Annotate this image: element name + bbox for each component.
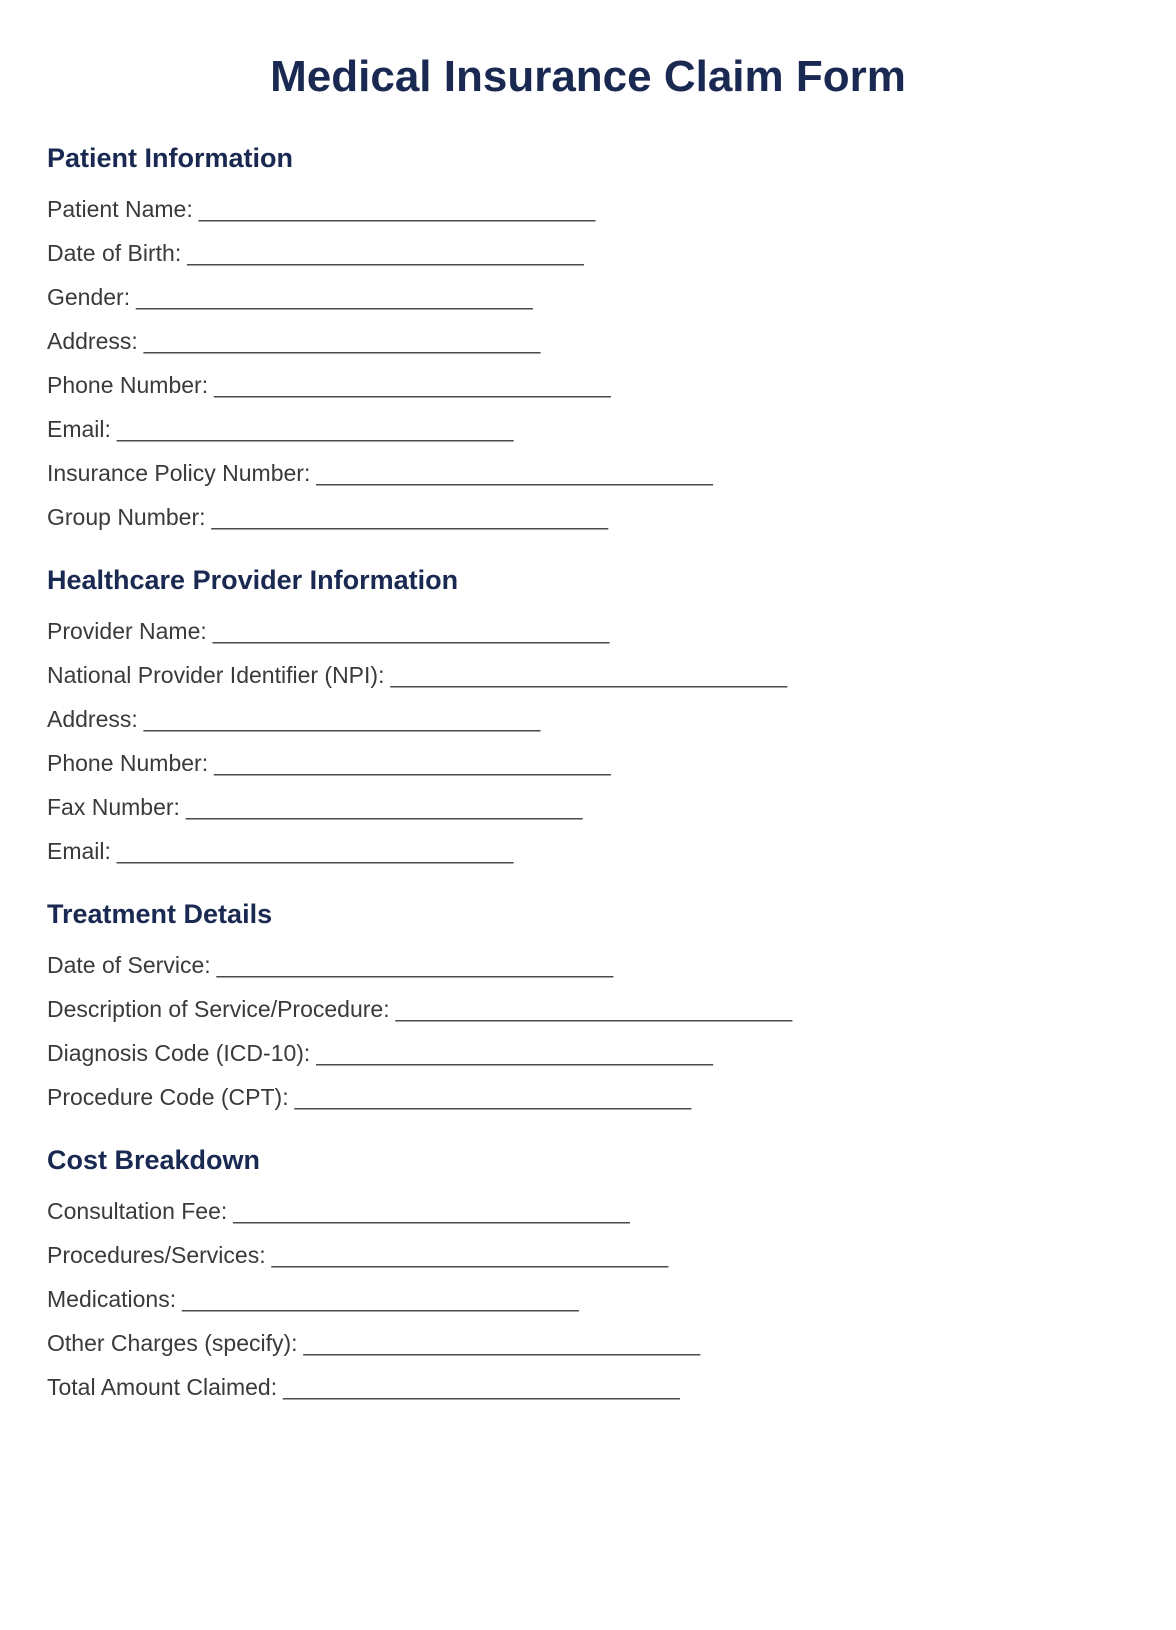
field-blank-phone-number[interactable]: _______________________________ [214,750,611,776]
field-national-provider-identifier-npi [47,662,1129,688]
field-label-national-provider-identifier-npi: National Provider Identifier (NPI): [47,662,385,688]
field-label-fax-number: Fax Number: [47,794,180,820]
field-blank-fax-number[interactable]: _______________________________ [185,794,583,820]
field-blank-medications[interactable]: _______________________________ [182,1286,579,1312]
field-blank-email[interactable]: _______________________________ [116,838,514,864]
field-label-other-charges-specify: Other Charges (specify): [47,1330,298,1356]
field-email [47,838,1129,864]
field-fax-number [47,794,1129,820]
field-blank-address[interactable]: _______________________________ [143,706,541,732]
field-date-of-service [47,952,1129,978]
field-patient-name [47,196,1129,222]
field-blank-procedures-services[interactable]: _______________________________ [271,1242,669,1268]
field-description-of-service-procedure [47,996,1129,1022]
page-title: Medical Insurance Claim Form [270,52,906,101]
field-blank-total-amount-claimed[interactable]: _______________________________ [283,1374,680,1400]
field-blank-gender[interactable]: _______________________________ [136,284,533,310]
field-label-address: Address: [47,328,138,354]
section-heading-healthcare-provider-information: Healthcare Provider Information [47,565,459,595]
field-label-gender: Gender: [47,284,131,310]
field-medications [47,1286,1129,1312]
field-blank-phone-number[interactable]: _______________________________ [214,372,611,398]
field-label-procedure-code-cpt: Procedure Code (CPT): [47,1084,289,1110]
field-gender [47,284,1129,310]
field-blank-provider-name[interactable]: _______________________________ [212,618,610,644]
section-fields [47,618,1129,864]
field-blank-procedure-code-cpt[interactable]: _______________________________ [294,1084,692,1110]
section-healthcare-provider-information [47,564,1129,864]
field-label-address: Address: [47,706,138,732]
field-insurance-policy-number [47,460,1129,486]
field-address [47,706,1129,732]
field-address [47,328,1129,354]
field-label-group-number: Group Number: [47,504,206,530]
field-diagnosis-code-icd-10 [47,1040,1129,1066]
field-blank-diagnosis-code-icd-10[interactable]: _______________________________ [316,1040,713,1066]
field-label-insurance-policy-number: Insurance Policy Number: [47,460,311,486]
field-label-email: Email: [47,416,111,442]
field-label-procedures-services: Procedures/Services: [47,1242,266,1268]
section-cost-breakdown [47,1144,1129,1400]
field-label-provider-name: Provider Name: [47,618,207,644]
field-label-description-of-service-procedure: Description of Service/Procedure: [47,996,390,1022]
field-blank-description-of-service-procedure[interactable]: _______________________________ [395,996,793,1022]
field-blank-national-provider-identifier-npi[interactable]: _______________________________ [390,662,788,688]
field-label-diagnosis-code-icd-10: Diagnosis Code (ICD-10): [47,1040,311,1066]
field-total-amount-claimed [47,1374,1129,1400]
field-label-consultation-fee: Consultation Fee: [47,1198,228,1224]
field-blank-consultation-fee[interactable]: _______________________________ [233,1198,630,1224]
field-procedures-services [47,1242,1129,1268]
field-procedure-code-cpt [47,1084,1129,1110]
section-heading-patient-information: Patient Information [47,143,294,173]
field-label-email: Email: [47,838,111,864]
field-consultation-fee [47,1198,1129,1224]
field-label-total-amount-claimed: Total Amount Claimed: [47,1374,278,1400]
field-label-patient-name: Patient Name: [47,196,193,222]
section-heading-cost-breakdown: Cost Breakdown [47,1145,261,1175]
field-blank-group-number[interactable]: _______________________________ [211,504,609,530]
section-treatment-details [47,898,1129,1110]
section-fields [47,952,1129,1110]
field-label-phone-number: Phone Number: [47,750,209,776]
field-blank-other-charges-specify[interactable]: _______________________________ [303,1330,701,1356]
field-blank-email[interactable]: _______________________________ [116,416,514,442]
field-blank-address[interactable]: _______________________________ [143,328,541,354]
field-blank-date-of-birth[interactable]: _______________________________ [187,240,584,266]
section-heading-treatment-details: Treatment Details [47,899,273,929]
field-label-phone-number: Phone Number: [47,372,209,398]
field-blank-patient-name[interactable]: _______________________________ [198,196,596,222]
field-label-medications: Medications: [47,1286,177,1312]
field-group-number [47,504,1129,530]
section-fields [47,196,1129,530]
field-phone-number [47,750,1129,776]
form-sections [47,142,1129,1400]
field-provider-name [47,618,1129,644]
section-fields [47,1198,1129,1400]
field-email [47,416,1129,442]
field-other-charges-specify [47,1330,1129,1356]
section-patient-information [47,142,1129,530]
field-label-date-of-birth: Date of Birth: [47,240,182,266]
field-blank-date-of-service[interactable]: _______________________________ [216,952,614,978]
field-blank-insurance-policy-number[interactable]: _______________________________ [316,460,713,486]
field-phone-number [47,372,1129,398]
field-label-date-of-service: Date of Service: [47,952,211,978]
field-date-of-birth [47,240,1129,266]
